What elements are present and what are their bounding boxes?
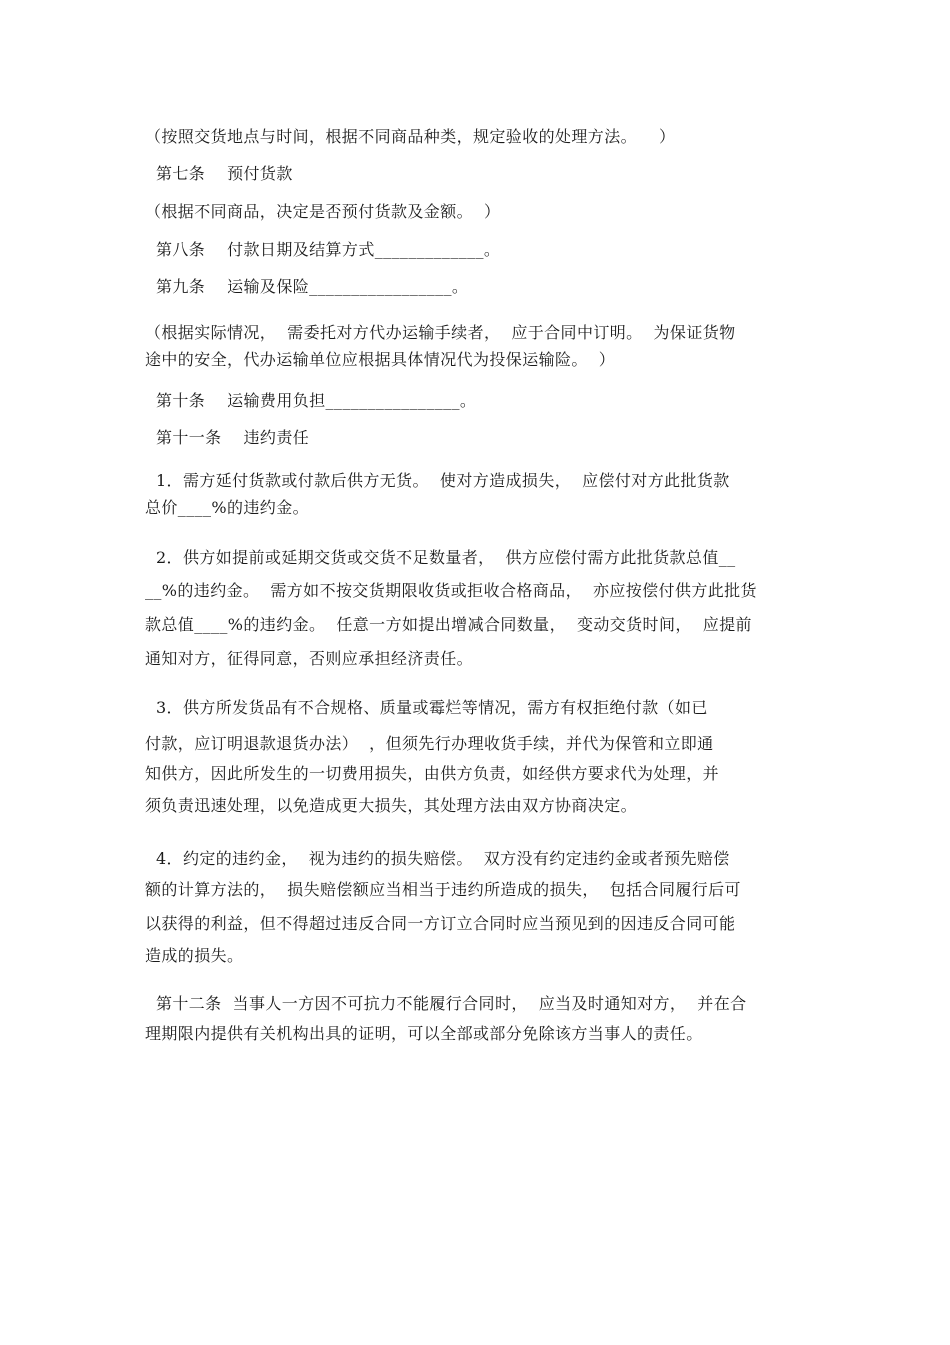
text-line: __%的违约金。 需方如不按交货期限收货或拒收合格商品， 亦应按偿付供方此批货 [145,581,757,600]
text-line: 第十条 运输费用负担________________。 [145,391,477,410]
text-line: 额的计算方法的， 损失赔偿额应当相当于违约所造成的损失， 包括合同履行后可 [145,880,741,899]
text-line: 款总值____%的违约金。 任意一方如提出增减合同数量， 变动交货时间， 应提前 [145,615,752,634]
text-line: 总价____%的违约金。 [145,498,310,517]
text-line: 第八条 付款日期及结算方式_____________。 [145,240,501,259]
text-line: 第十二条 当事人一方因不可抗力不能履行合同时， 应当及时通知对方， 并在合 [145,994,747,1013]
text-line: 4．约定的违约金， 视为违约的损失赔偿。 双方没有约定违约金或者预先赔偿 [145,849,730,868]
text-line: 途中的安全，代办运输单位应根据具体情况代为投保运输险。 ） [145,350,616,369]
text-line: 1．需方延付货款或付款后供方无货。 使对方造成损失， 应偿付对方此批货款 [145,471,730,490]
text-line: 3．供方所发货品有不合规格、质量或霉烂等情况，需方有权拒绝付款（如已 [145,698,708,717]
text-line: （根据不同商品，决定是否预付货款及金额。 ） [145,202,501,221]
text-line: 第十一条 违约责任 [145,428,310,447]
text-line: 理期限内提供有关机构出具的证明，可以全部或部分免除该方当事人的责任。 [145,1024,703,1043]
text-line: 2．供方如提前或延期交货或交货不足数量者， 供方应偿付需方此批货款总值__ [145,548,736,567]
text-line: 第七条 预付货款 [145,164,293,183]
text-line: 须负责迅速处理，以免造成更大损失，其处理方法由双方协商决定。 [145,796,638,815]
text-line: 以获得的利益，但不得超过违反合同一方订立合同时应当预见到的因违反合同可能 [145,914,736,933]
text-line: 造成的损失。 [145,946,244,965]
text-line: （按照交货地点与时间，根据不同商品种类，规定验收的处理方法。 ） [145,127,676,146]
text-line: 付款，应订明退款退货办法） ，但须先行办理收货手续，并代为保管和立即通 [145,734,714,753]
text-line: 知供方，因此所发生的一切费用损失，由供方负责，如经供方要求代为处理，并 [145,764,720,783]
text-line: 第九条 运输及保险_________________。 [145,277,469,296]
text-line: （根据实际情况， 需委托对方代办运输手续者， 应于合同中订明。 为保证货物 [145,323,736,342]
text-line: 通知对方，征得同意，否则应承担经济责任。 [145,649,474,668]
